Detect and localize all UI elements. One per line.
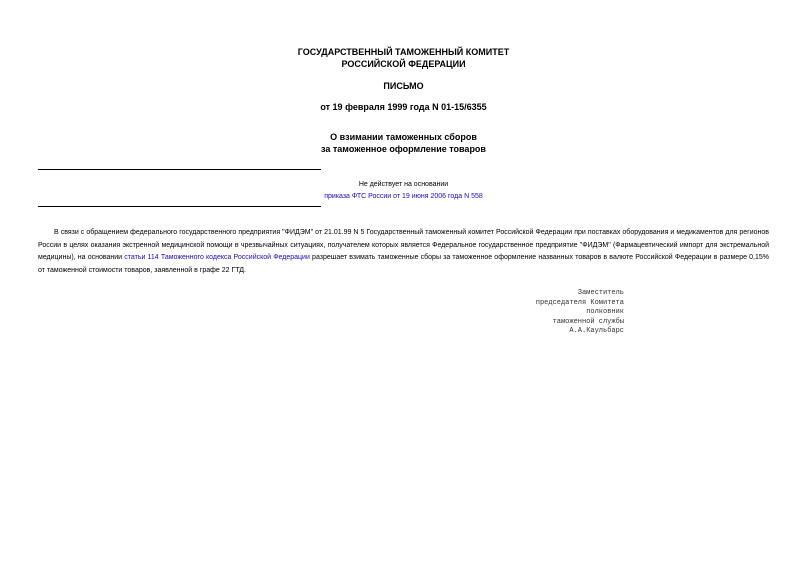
signer-rank-line-2: таможенной службы	[552, 317, 624, 326]
customs-code-article-link[interactable]: статьи 114 Таможенного кодекса Российской Федерации	[124, 254, 310, 261]
signature-block	[500, 289, 624, 337]
letter-body-paragraph	[38, 227, 769, 277]
status-notice: Не действует на основании	[358, 181, 449, 188]
divider-bottom	[38, 206, 321, 207]
divider-top	[38, 169, 321, 170]
issuing-authority	[0, 46, 807, 70]
authority-line-1: ГОСУДАРСТВЕННЫЙ ТАМОЖЕННЫЙ КОМИТЕТ	[297, 47, 510, 57]
document-date-number: от 19 февраля 1999 года N 01-15/6355	[320, 102, 487, 112]
title-line-2: за таможенное оформление товаров	[321, 144, 486, 154]
body-text-part-2: разрешает взимать таможенные сборы за таможенное оформление названных товаров в валюте Российской Федерации в размере 0,15% от таможенной стоимости товаров, заявленной в графе 22 ГТД.	[38, 254, 769, 274]
signer-position-line-2: председателя Комитета	[535, 298, 624, 307]
signer-rank-line-1: полковник	[586, 308, 624, 317]
document-title	[0, 131, 807, 155]
authority-line-2: РОССИЙСКОЙ ФЕДЕРАЦИИ	[341, 59, 466, 69]
signer-name: А.А.Каульбарс	[569, 327, 624, 336]
repeal-order-link[interactable]: приказа ФТС России от 19 июня 2006 года N 558	[324, 193, 483, 200]
body-text-part-1: В связи с обращением федерального государственного предприятия "ФИДЭМ" от 21.01.99 N 5 Государственный таможенный комитет Российской Федерации при поставках оборудования и медикаментов для регионов России в целях оказания экстренной медицинской помощи в чрезвычайных ситуациях, получателем которых является Федеральное государственное предприятие "ФИДЭМ" (Фармацевтический импорт для экстремальной медицины), на основании	[38, 229, 769, 261]
status-notice-link[interactable]	[0, 191, 807, 203]
document-type: ПИСЬМО	[383, 81, 424, 91]
title-line-1: О взимании таможенных сборов	[330, 132, 477, 142]
signer-position-line-1: Заместитель	[577, 289, 624, 297]
